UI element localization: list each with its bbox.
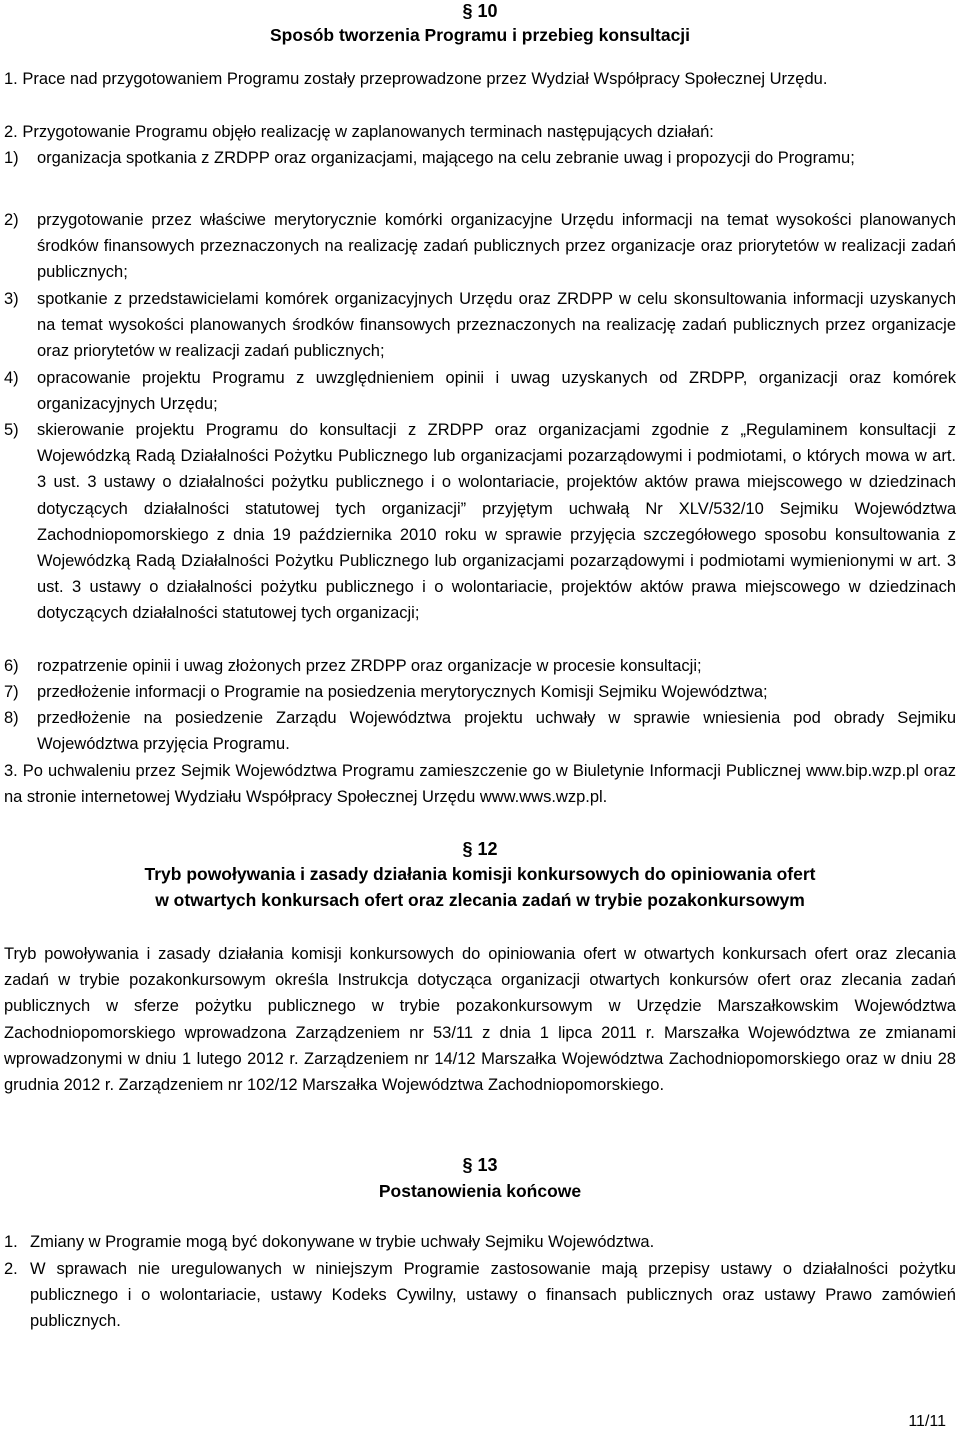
- section-12-body: Tryb powoływania i zasady działania komisji konkursowych do opiniowania ofert w otwartych konkursach ofert oraz zlecania zadań w trybie pozakonkursowym określa Instrukcja dotycząca organizacji otwartych konkursów ofert oraz zlecania zadań publicznych w sferze pożytku publicznego w trybie pozakonkursowym w Urzędzie Marszałkowskim Województwa Zachodniopomorskiego wprowadzona Zarządzeniem nr 53/11 z dnia 1 lipca 2011 r. Marszałka Województwa ze zmianami wprowadzonymi w dniu 1 lutego 2012 r. Zarządzeniem nr 14/12 Marszałka Województwa Zachodniopomorskiego oraz w dniu 28 grudnia 2012 r. Zarządzeniem nr 102/12 Marszałka Województwa Zachodniopomorskiego.: [4, 945, 956, 1095]
- section-13-point-2: 2. W sprawach nie uregulowanych w niniejszym Programie zastosowanie mają przepisy ustawy o działalności pożytku publicznego i o wolontariacie, ustawy Kodeks Cywilny, ustawy o finansach publicznych oraz ustawy Prawo zamówień publicznych.: [4, 1260, 956, 1331]
- section-12-title-line-1: Tryb powoływania i zasady działania komisji konkursowych do opiniowania ofert: [144, 864, 816, 884]
- section-10-step-6: 6) rozpatrzenie opinii i uwag złożonych przez ZRDPP oraz organizacje w procesie konsultacji;: [4, 657, 702, 675]
- section-12-number: § 12: [462, 839, 498, 859]
- section-10-point-1: 1. Prace nad przygotowaniem Programu zostały przeprowadzone przez Wydział Współpracy Społecznej Urzędu.: [4, 70, 828, 88]
- section-10-step-5: 5) skierowanie projektu Programu do konsultacji z ZRDPP oraz organizacjami zgodnie z „Regulaminem konsultacji z Wojewódzką Radą Działalności Pożytku Publicznego lub organizacjami pozarządowymi i podmiotami, o których mowa w art. 3 ust. 3 ustawy o działalności pożytku publicznego i o wolontariacie, projektów aktów prawa miejscowego w dziedzinach dotyczących działalności statutowej tych organizacji” przyjętym uchwałą Nr XLV/532/10 Sejmiku Województwa Zachodniopomorskiego z dnia 19 października 2010 roku w sprawie przyjęcia szczegółowego sposobu konsultowania z Wojewódzką Radą Działalności Pożytku Publicznego lub organizacjami pozarządowymi i podmiotami wymienionymi w art. 3 ust. 3 ustawy o działalności pożytku publicznego i o wolontariacie, projektów aktów prawa miejscowego w dziedzinach dotyczących działalności statutowej tych organizacji;: [4, 421, 956, 623]
- section-10-title: Sposób tworzenia Programu i przebieg konsultacji: [269, 25, 691, 45]
- section-10-step-8: 8) przedłożenie na posiedzenie Zarządu Województwa projektu uchwały w sprawie wniesienia pod obrady Sejmiku Województwa przyjęcia Programu.: [4, 709, 956, 754]
- section-12-title-line-2: w otwartych konkursach ofert oraz zlecania zadań w trybie pozakonkursowym: [155, 890, 805, 910]
- section-13-number: § 13: [462, 1155, 498, 1175]
- section-13-title: Postanowienia końcowe: [378, 1181, 582, 1201]
- section-10-number: § 10: [462, 1, 498, 21]
- section-10-step-3: 3) spotkanie z przedstawicielami komórek organizacyjnych Urzędu oraz ZRDPP w celu skonsultowania informacji uzyskanych na temat wysokości planowanych środków finansowych przeznaczonych na realizację zadań publicznych przez organizacje oraz priorytetów w realizacji zadań publicznych;: [4, 290, 956, 361]
- section-10-step-1: 1) organizacja spotkania z ZRDPP oraz organizacjami, mającego na celu zebranie uwag i propozycji do Programu;: [4, 149, 855, 167]
- section-10-step-7: 7) przedłożenie informacji o Programie na posiedzenia merytorycznych Komisji Sejmiku Województwa;: [4, 683, 768, 701]
- section-10-point-2-intro: 2. Przygotowanie Programu objęło realizację w zaplanowanych terminach następujących działań:: [4, 123, 714, 141]
- page-number: 11/11: [908, 1413, 946, 1430]
- section-10-point-3: 3. Po uchwaleniu przez Sejmik Województwa Programu zamieszczenie go w Biuletynie Informacji Publicznej www.bip.wzp.pl oraz na stronie internetowej Wydziału Współpracy Społecznej Urzędu www.wws.wzp.pl.: [4, 762, 956, 807]
- section-10-step-2: 2) przygotowanie przez właściwe merytorycznie komórki organizacyjne Urzędu informacji na temat wysokości planowanych środków finansowych przeznaczonych na realizację zadań publicznych przez organizacje oraz priorytetów w realizacji zadań publicznych;: [4, 211, 956, 282]
- section-13-point-1: 1. Zmiany w Programie mogą być dokonywane w trybie uchwały Sejmiku Województwa.: [4, 1233, 655, 1251]
- section-10-step-4: 4) opracowanie projektu Programu z uwzględnieniem opinii i uwag uzyskanych od ZRDPP, organizacji oraz komórek organizacyjnych Urzędu;: [4, 369, 956, 414]
